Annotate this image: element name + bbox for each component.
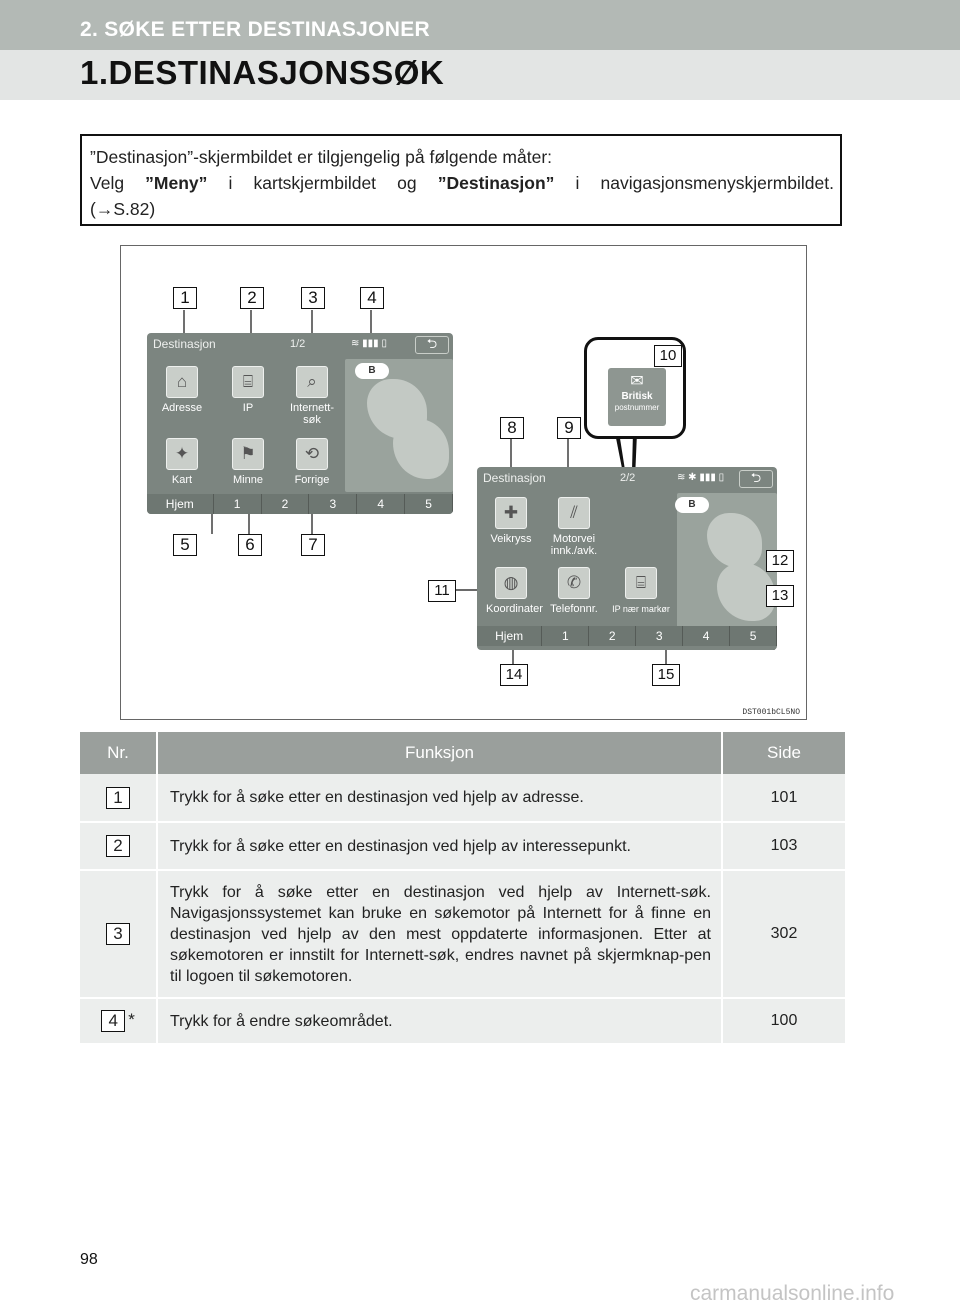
table-header-row <box>80 732 845 774</box>
destination-screen-page-2 <box>477 467 777 650</box>
coordinates-label: Koordinater <box>486 603 543 615</box>
row-function: Trykk for å søke etter en destinasjon ved hjelp av interessepunkt. <box>157 822 722 870</box>
intro-box <box>80 134 842 226</box>
map-icon: ✦ <box>166 438 198 470</box>
back-button[interactable]: ⮌ <box>739 470 773 488</box>
row-number-cell <box>80 822 157 870</box>
quick-destination-tabs <box>147 494 453 514</box>
previous-label: Forrige <box>294 474 330 486</box>
page-indicator: 2/2 <box>620 472 636 484</box>
row-page: 302 <box>722 870 845 998</box>
table-row <box>80 774 845 822</box>
row-page: 103 <box>722 822 845 870</box>
intro-text: i navigasjonsmenyskjermbildet. <box>554 173 834 193</box>
row-function: Trykk for å søke etter en destinasjon ved hjelp av Internett-søk. Navigasjonssystemet kan bruke en søkemotor på Internett for å finne en destinasjon ved hjelp av den mest oppdaterte informasjonen. Etter at søkemotoren er innstilt for Internett-søk, endres navnet på skjermknap-pen til logoen til søkemotoren. <box>157 870 722 998</box>
tab-4[interactable]: 4 <box>357 494 405 514</box>
asterisk: * <box>128 1010 135 1029</box>
quick-destination-tabs <box>477 626 777 646</box>
table-row <box>80 822 845 870</box>
coordinates-button[interactable] <box>486 567 543 615</box>
poi-near-cursor-icon: ⌸ <box>625 567 657 599</box>
callout-12: 12 <box>766 550 794 572</box>
row-function: Trykk for å søke etter en destinasjon ved hjelp av adresse. <box>157 774 722 822</box>
poi-button[interactable] <box>223 366 273 414</box>
intro-reference: (→S.82) <box>90 199 156 219</box>
poi-near-cursor-label: IP nær markør <box>612 604 670 614</box>
search-area-badge[interactable]: B <box>675 497 709 513</box>
phone-button[interactable] <box>549 567 599 615</box>
phone-icon: ✆ <box>558 567 590 599</box>
row-page: 101 <box>722 774 845 822</box>
status-icons: ≋ ✱ ▮▮▮ ▯ <box>677 472 725 483</box>
callout-10: 10 <box>654 345 682 367</box>
memory-label: Minne <box>233 474 263 486</box>
british-postcode-sublabel: postnummer <box>614 403 660 412</box>
header-side: Side <box>722 732 845 774</box>
poi-label: IP <box>242 402 254 414</box>
page-title: 1.DESTINASJONSSØK <box>80 54 445 91</box>
row-number: 4 <box>101 1010 125 1032</box>
tab-2[interactable]: 2 <box>262 494 310 514</box>
tab-5[interactable]: 5 <box>730 626 777 646</box>
intro-line-1: ”Destinasjon”-skjermbildet er tilgjengelig på følgende måter: <box>90 147 553 167</box>
map-button[interactable] <box>157 438 207 486</box>
row-number: 2 <box>106 835 130 857</box>
page-number: 98 <box>80 1251 98 1268</box>
callout-9: 9 <box>557 417 581 439</box>
row-number-cell <box>80 998 157 1044</box>
previous-button[interactable] <box>287 438 337 486</box>
intersection-icon: ✚ <box>495 497 527 529</box>
row-number-cell <box>80 774 157 822</box>
tab-5[interactable]: 5 <box>405 494 453 514</box>
table-row <box>80 870 845 998</box>
header-nr: Nr. <box>80 732 157 774</box>
callout-6: 6 <box>238 534 262 556</box>
callout-7: 7 <box>301 534 325 556</box>
row-number-cell <box>80 870 157 998</box>
back-button[interactable]: ⮌ <box>415 336 449 354</box>
callout-3: 3 <box>301 287 325 309</box>
motorway-button[interactable] <box>549 497 599 557</box>
intro-menu-label: ”Meny” <box>145 173 208 193</box>
callout-14: 14 <box>500 664 528 686</box>
intro-text: i kartskjermbildet og <box>207 173 438 193</box>
function-table <box>80 732 845 1045</box>
europe-map[interactable] <box>677 493 777 628</box>
table-row <box>80 998 845 1044</box>
callout-4: 4 <box>360 287 384 309</box>
search-area-badge[interactable]: B <box>355 363 389 379</box>
postcode-icon: ✉ <box>630 373 644 390</box>
callout-13: 13 <box>766 585 794 607</box>
callout-5: 5 <box>173 534 197 556</box>
internet-search-icon: ⌕ <box>296 366 328 398</box>
intersection-label: Veikryss <box>490 533 532 545</box>
memory-flag-icon: ⚑ <box>232 438 264 470</box>
motorway-label: Motorvei innk./avk. <box>550 533 598 557</box>
callout-11: 11 <box>428 580 456 602</box>
callout-15: 15 <box>652 664 680 686</box>
callout-2: 2 <box>240 287 264 309</box>
coordinates-icon: ◍ <box>495 567 527 599</box>
map-land <box>707 513 762 568</box>
memory-button[interactable] <box>223 438 273 486</box>
watermark: carmanualsonline.info <box>690 1282 895 1305</box>
tab-3[interactable]: 3 <box>309 494 357 514</box>
header-funksjon: Funksjon <box>157 732 722 774</box>
map-label: Kart <box>171 474 193 486</box>
callout-1: 1 <box>173 287 197 309</box>
page-indicator: 1/2 <box>290 338 306 350</box>
intro-destination-label: ”Destinasjon” <box>437 173 555 193</box>
intro-text: Velg <box>90 173 146 193</box>
tab-home[interactable]: Hjem <box>477 626 542 646</box>
intersection-button[interactable] <box>486 497 536 545</box>
previous-icon: ⟲ <box>296 438 328 470</box>
internet-search-label: Internett-søk <box>289 402 335 426</box>
phone-label: Telefonnr. <box>550 603 598 615</box>
poi-icon: ⌸ <box>232 366 264 398</box>
callout-8: 8 <box>500 417 524 439</box>
row-function: Trykk for å endre søkeområdet. <box>157 998 722 1044</box>
internet-search-button[interactable] <box>287 366 337 426</box>
tab-3[interactable]: 3 <box>636 626 683 646</box>
screen-title: Destinasjon <box>153 337 216 351</box>
map-land <box>393 419 449 479</box>
tab-1[interactable]: 1 <box>214 494 262 514</box>
destination-screen-page-1 <box>147 333 453 514</box>
row-number: 1 <box>106 787 130 809</box>
figure-code: DST001bCL5NO <box>742 708 800 717</box>
intro-line-2 <box>90 170 840 196</box>
row-number: 3 <box>106 923 130 945</box>
screen-title: Destinasjon <box>483 471 546 485</box>
motorway-icon: ⫽ <box>558 497 590 529</box>
tab-1[interactable]: 1 <box>542 626 589 646</box>
tab-4[interactable]: 4 <box>683 626 730 646</box>
tab-home[interactable]: Hjem <box>147 494 214 514</box>
british-postcode-button[interactable] <box>608 368 666 426</box>
poi-near-cursor-button[interactable] <box>607 567 675 615</box>
status-icons: ≋ ▮▮▮ ▯ <box>351 338 387 349</box>
screen-figure <box>120 245 807 720</box>
tab-2[interactable]: 2 <box>589 626 636 646</box>
british-postcode-label: Britisk <box>621 391 653 402</box>
section-title: 2. SØKE ETTER DESTINASJONER <box>80 18 430 41</box>
row-page: 100 <box>722 998 845 1044</box>
address-button[interactable] <box>157 366 207 414</box>
address-label: Adresse <box>161 402 203 414</box>
address-icon: ⌂ <box>166 366 198 398</box>
